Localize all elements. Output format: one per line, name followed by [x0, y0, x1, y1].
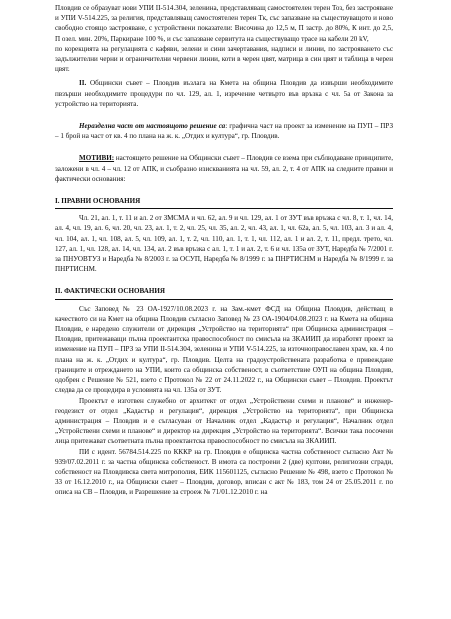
integral-part-text: : графична част на проект за изменение на ПУП – ПРЗ – 1 брой на част от кв. 4 по плана на ж. к. „Отдих и култура“, гр. Пловдив. — [55, 122, 394, 141]
paragraph-regulation-correction: по корекцията на регулацията с кафяви, зелени и сини зачертавания, надписи и линии, по застрояването със задължителни черни и ограничителни червени линии, коти в черен цвят, матрица в син цвят и таблица в черен цвят. — [55, 44, 393, 74]
item-number: II. — [79, 79, 87, 88]
motives-label: МОТИВИ: — [79, 154, 115, 163]
section-heading-factual: II. ФАКТИЧЕСКИ ОСНОВАНИЯ — [55, 287, 166, 296]
section-heading-legal: I. ПРАВНИ ОСНОВАНИЯ — [55, 197, 141, 206]
paragraph-property: ПИ с идент. 56784.514.225 по КККР на гр. Пловдив е общинска частна собственост съгласно Акт № 939/07.02.2011 г. за частна общинска собственост. В имота са построени 2 (две) култови, религиозни сгради, собственост на Пловдивска света митрополия, ЕИК 115601125, съгласно Решение № 498, взето с Протокол № 33 от 16.12.2010 г., на Общински съвет – Пловдив, договор, вписан с акт № 183, том 24 от 25.05.2011 г. по описа на СВ – Пловдив, и Разрешение за строеж № 71/01.12.2010 г. на — [55, 447, 393, 497]
paragraph-legal-grounds: Чл. 21, ал. 1, т. 11 и ал. 2 от ЗМСМА и чл. 62, ал. 9 и чл. 129, ал. 1 от ЗУТ във връзка с чл. 8, т. 1, чл. 14, ал. 4, чл. 19, ал. 6, чл. 20, чл. 23, ал. 1, т. 2, чл. 25, чл. 35, ал. 2, чл. 43, ал. 1, чл. 62а, ал. 5, чл. 103, ал. 3 и ал. 4, чл. 104, ал. 1, чл. 108, ал. 5, чл. 109, ал. 1, т. 2, чл. 110, ал. 1, т. 1, чл. 112, ал. 1 и ал. 2, т. 11, предл. трето, чл. 127, ал. 1, чл. 128, ал. 14, чл. 134, ал. 2 във връзка с ал. 1, т. 1 и ал. 2, т. 6 и чл. 135а от ЗУТ, Наредба № 7/2001 г. за ПНУОВТУЗ и Наредба № 8/2003 г. за ОСУП, Наредба № 8/1999 г. за ПНРТИСНМ и Наредба № 8/1999 г. за ПНРТИСНМ. — [55, 214, 393, 274]
paragraph-mayor-assignment-text: Общински съвет – Пловдив възлага на Кмета на община Пловдив да извърши необходимите пвзърши необходимите процедури по чл. 129, ал. 1, изречение четвърто във връзка с чл. 5а от Закона за устройство на територията. — [55, 79, 394, 108]
motives-text: настоящето решение на Общински съвет – Пловдив се взема при съблюдаване принципите, заложени в чл. 4 – чл. 12 от АПК, и съобразно изискванията на чл. 59, ал. 2, т. 4 от АПК на следните правни и фактически основания: — [55, 154, 393, 183]
paragraph-plot-formation: Пловдив се образуват нови УПИ II-514.304, зеленина, представляващ самостоятелен терен Тоз, без застрояване и УПИ V-514.225, за религия, представляващ самостоятелен терен Тк, със запазване на съществуващото и ново свободно стоящо застрояване, с устройствени показатели: Височина до 12,5 м, П застр. до 80%, К инт. до 2,5, П озел. мин. 20%, Паркиране 100 %, и със запазване сервитута на съществуващо трасе на кабели 20 kV, — [55, 4, 393, 43]
integral-part-label: Неразделна част от настоящото решение са — [79, 122, 226, 131]
section-rule — [55, 208, 393, 209]
paragraph-integral-part — [55, 121, 393, 141]
section-rule — [55, 299, 393, 300]
paragraph-motives — [55, 153, 393, 184]
paragraph-project-prepared: Проектът е изготвен служебно от архитект от отдел „Устройствени схеми и планове“ и инженер-геодезист от отдел „Кадастър и регулация“, дирекция „Устройство на територията“, при Общинска администрация – Пловдив и е съгласуван от Началник отдел „Кадастър и регулация“, Началник отдел „Устройствени схеми и планове“ и директор на дирекция „Устройство на територията“. Всички така посочени лица притежават съответната пълна проектантска правоспособност по смисъла на ЗКАИИП. — [55, 396, 393, 446]
paragraph-order: Със Заповед № 23 ОА-1927/10.08.2023 г. на Зам.-кмет ФСД на Община Пловдив, действащ в качеството си на Кмет на община Пловдив съгласно Заповед № 23 ОА-1904/04.08.2023 г. на Кмета на община Пловдив, е наредено служители от дирекция „Устройство на територията“ при Общинска администрация – Пловдив, притежаващи пълна проектантска правоспособност по смисъла на ЗКАИИП да изработят проект за изменение на ПУП – ПРЗ за УПИ II-514.304, зеленина и УПИ V-514.225, за източноправославен храм, кв. 4 по плана на ж. к. „Отдих и култура“, гр. Пловдив. Целта на градоустройствената разработка е привеждане границите и отреждането на УПИ, които са общинска собственост, в съответствие ОУП на община Пловдив, одобрен с Решение № 521, взето с Протокол № 22 от 24.11.2022 г., на Общински съвет – Пловдив. Проектът следва да се процедира в условията на чл. 135а от ЗУТ. — [55, 304, 393, 395]
paragraph-mayor-assignment — [55, 78, 393, 109]
